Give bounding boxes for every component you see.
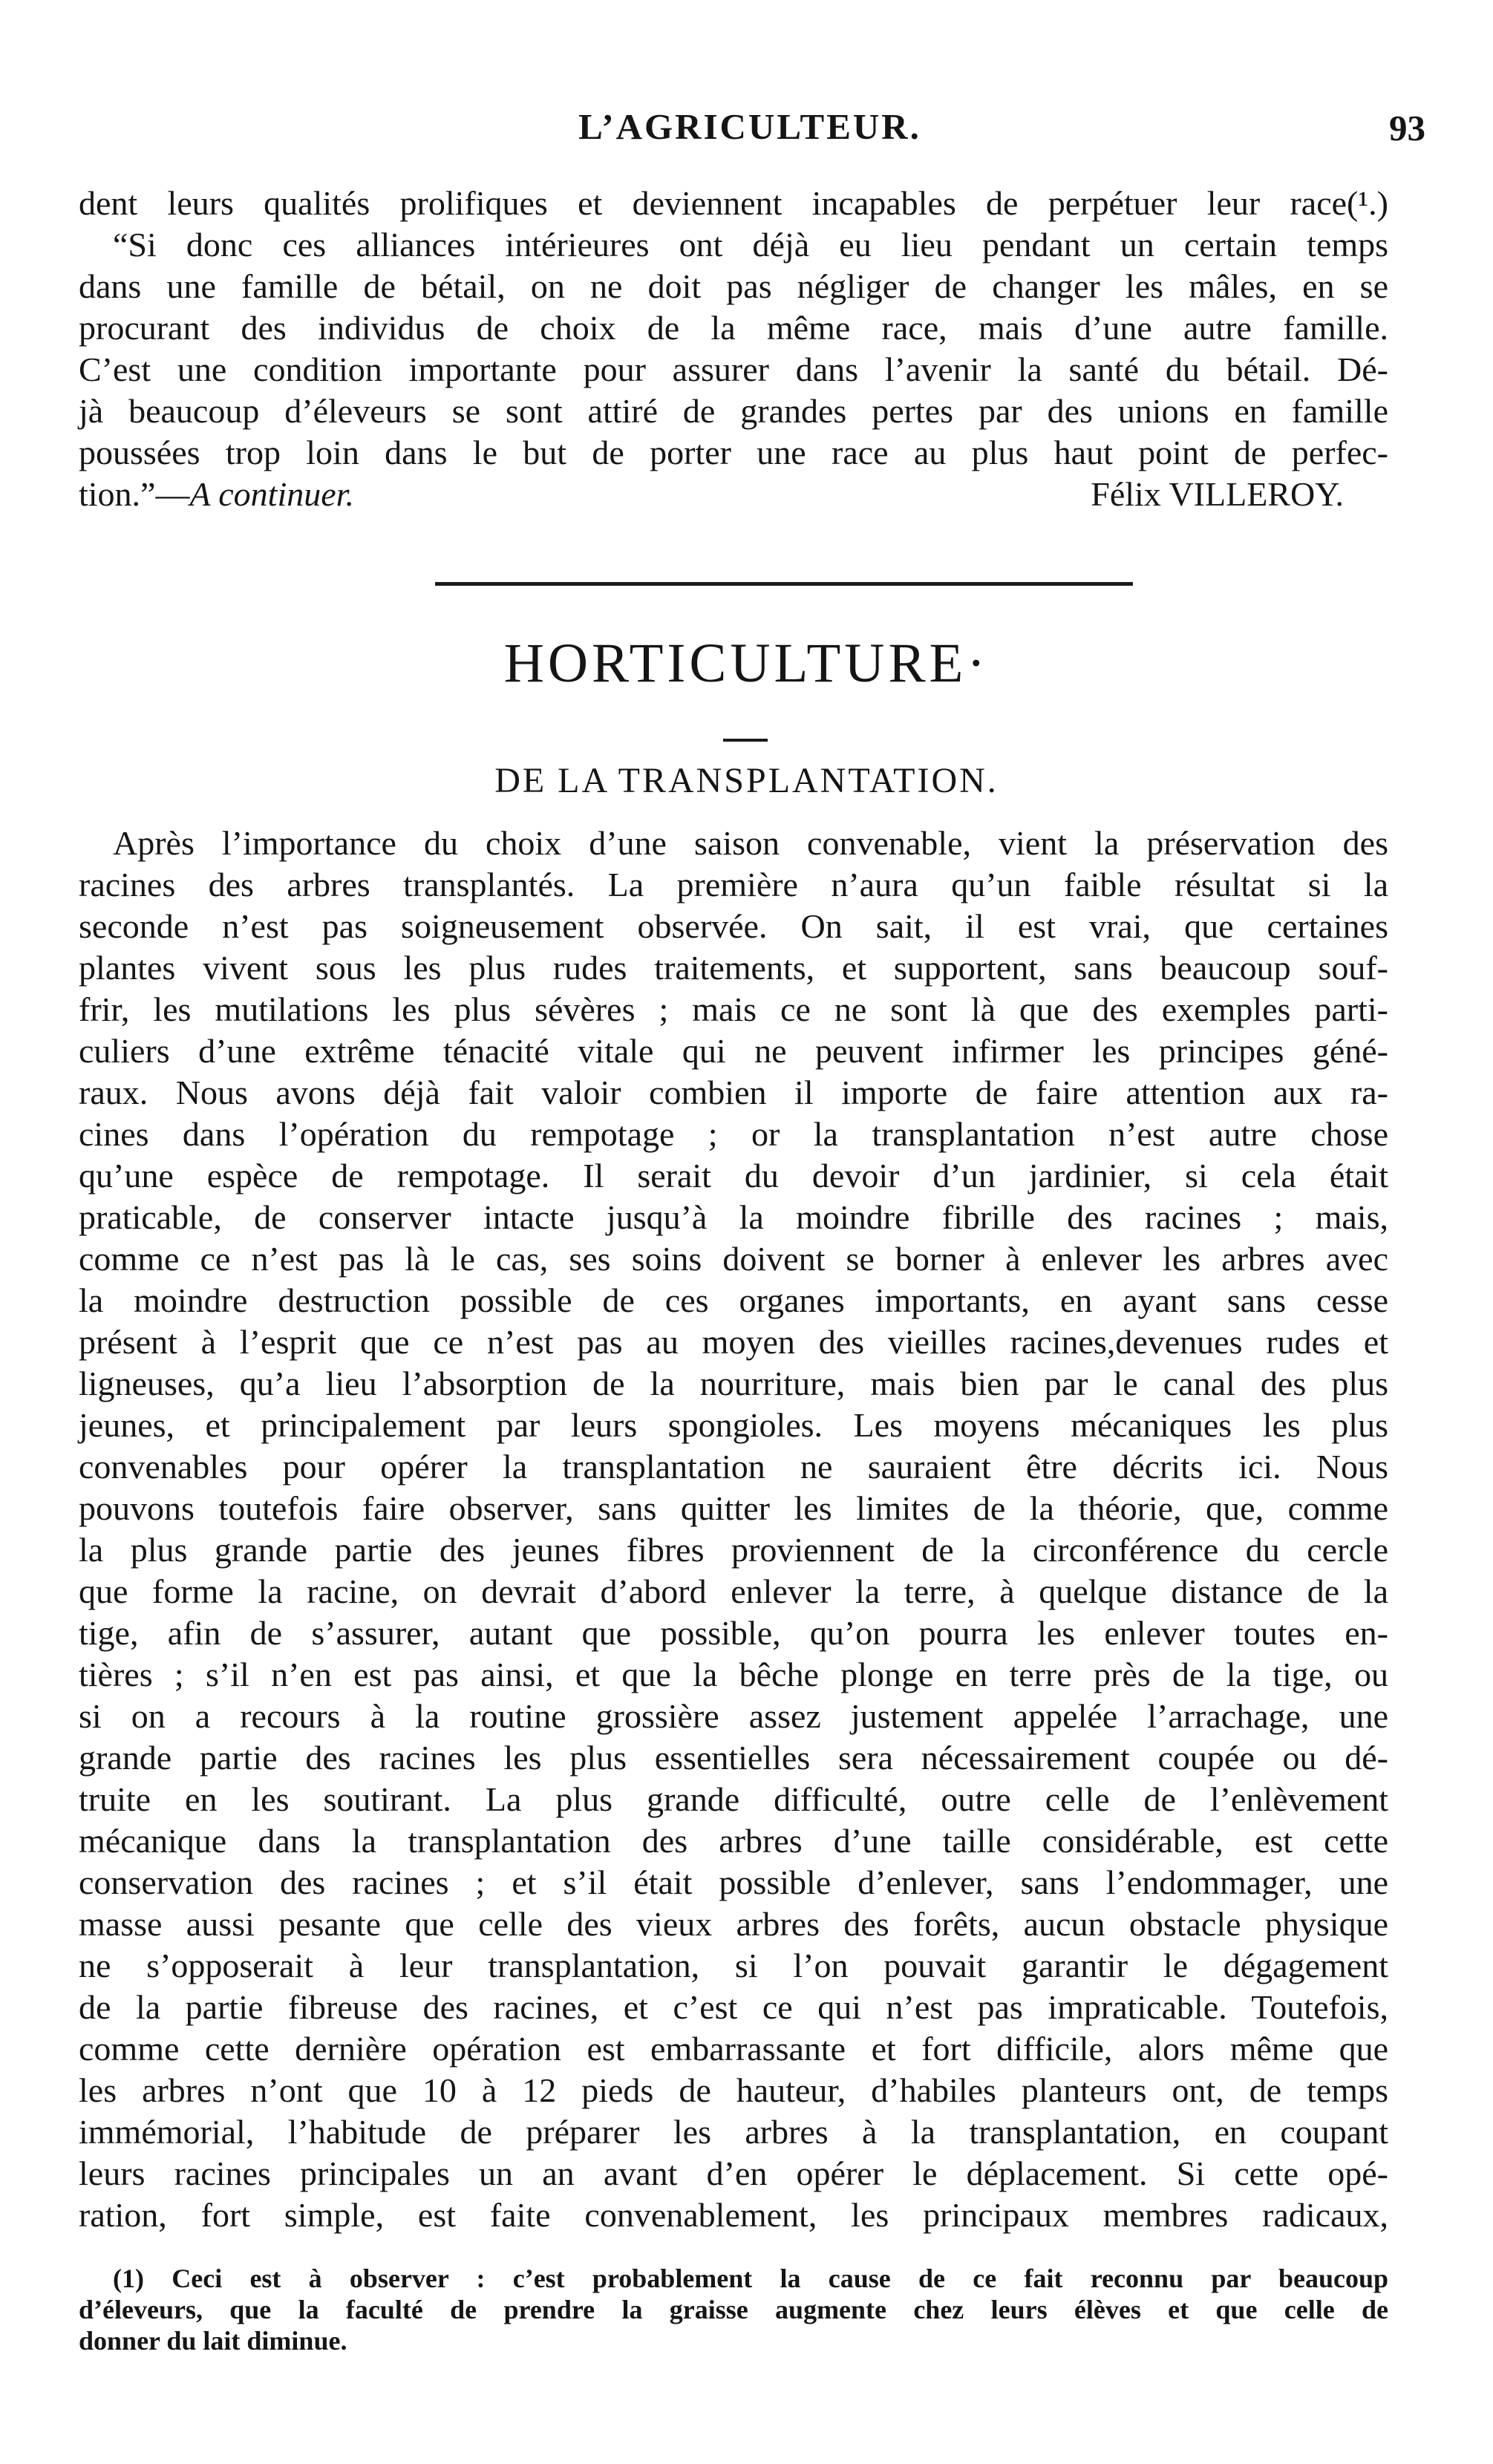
text-line: tige, afin de s’assurer, autant que possible, qu’on pourra les enlever toutes en- [79,1614,1388,1652]
running-title: L’AGRICULTEUR. [578,106,921,147]
text-line: qu’une espèce de rempotage. Il serait du devoir d’un jardinier, si cela était [79,1157,1388,1195]
closing-line [79,474,354,515]
text-line: poussées trop loin dans le but de porter une race au plus haut point de perfec- [79,434,1388,471]
text-line: ration, fort simple, est faite convenablement, les principaux membres radicaux, [79,2196,1388,2234]
title-divider [723,739,768,742]
text-line: jeunes, et principalement par leurs spongioles. Les moyens mécaniques les plus [79,1406,1388,1444]
text-line: jà beaucoup d’éleveurs se sont attiré de grandes pertes par des unions en famille [79,392,1388,430]
text-line: que forme la racine, on devrait d’abord enlever la terre, à quelque distance de la [79,1572,1388,1610]
text-line: cines dans l’opération du rempotage ; or la transplantation n’est autre chose [79,1115,1388,1153]
closing-text: tion.”— [79,475,190,513]
text-line: leurs racines principales un an avant d’en opérer le déplacement. Si cette opé- [79,2154,1388,2192]
text-line: la plus grande partie des jeunes fibres proviennent de la circonférence du cercle [79,1531,1388,1569]
text-line: de la partie fibreuse des racines, et c’est ce qui n’est pas impraticable. Toutefois, [79,1988,1388,2026]
text-line: immémorial, l’habitude de préparer les arbres à la transplantation, en coupant [79,2113,1388,2151]
text-line: frir, les mutilations les plus sévères ; mais ce ne sont là que des exemples parti- [79,990,1388,1028]
footnote-line: d’éleveurs, que la faculté de prendre la graisse augmente chez leurs élèves et que celle de [79,2295,1388,2324]
text-line: culiers d’une extrême ténacité vitale qui ne peuvent infirmer les principes géné- [79,1032,1388,1070]
text-line: dent leurs qualités prolifiques et deviennent incapables de perpétuer leur race(¹.) [79,184,1388,222]
text-line: tières ; s’il n’en est pas ainsi, et que la bêche plonge en terre près de la tige, ou [79,1656,1388,1693]
text-line: truite en les soutirant. La plus grande difficulté, outre celle de l’enlèvement [79,1780,1388,1818]
text-line: racines des arbres transplantés. La première n’aura qu’un faible résultat si la [79,866,1388,903]
text-line: Après l’importance du choix d’une saison convenable, vient la préservation des [113,824,1388,862]
text-line: mécanique dans la transplantation des arbres d’une taille considérable, est cette [79,1822,1388,1860]
text-line: masse aussi pesante que celle des vieux arbres des forêts, aucun obstacle physique [79,1905,1388,1943]
text-line: C’est une condition importante pour assurer dans l’avenir la santé du bétail. Dé- [79,350,1388,388]
author-signature: Félix VILLEROY. [1091,475,1344,513]
text-line: procurant des individus de choix de la même race, mais d’une autre famille. [79,309,1388,347]
text-line: pouvons toutefois faire observer, sans quitter les limites de la théorie, que, comme [79,1489,1388,1527]
footnote-line: (1) Ceci est à observer : c’est probablement la cause de ce fait reconnu par beaucoup [113,2264,1388,2293]
text-line: plantes vivent sous les plus rudes traitements, et supportent, sans beaucoup souf- [79,949,1388,987]
text-line: dans une famille de bétail, on ne doit pas négliger de changer les mâles, en se [79,267,1388,305]
text-line: praticable, de conserver intacte jusqu’à la moindre fibrille des racines ; mais, [79,1198,1388,1236]
article-title: DE LA TRANSPLANTATION. [494,761,999,800]
text-line: seconde n’est pas soigneusement observée. On sait, il est vrai, que certaines [79,907,1388,945]
text-line: présent à l’esprit que ce n’est pas au moyen des vieilles racines,devenues rudes et [79,1323,1388,1361]
footnote-line: donner du lait diminue. [79,2326,347,2356]
text-line: ligneuses, qu’a lieu l’absorption de la nourriture, mais bien par le canal des plus [79,1365,1388,1402]
section-title: HORTICULTURE· [503,633,990,694]
signature-line [79,474,1388,515]
continued-note: A continuer. [189,475,354,513]
section-divider [435,582,1133,586]
text-line: “Si donc ces alliances intérieures ont déjà eu lieu pendant un certain temps [113,226,1388,264]
text-line: convenables pour opérer la transplantation ne sauraient être décrits ici. Nous [79,1448,1388,1486]
text-line: raux. Nous avons déjà fait valoir combien il importe de faire attention aux ra- [79,1073,1388,1111]
text-line: comme ce n’est pas là le cas, ses soins doivent se borner à enlever les arbres avec [79,1240,1388,1278]
text-line: grande partie des racines les plus essentielles sera nécessairement coupée ou dé- [79,1739,1388,1777]
text-line: les arbres n’ont que 10 à 12 pieds de hauteur, d’habiles planteurs ont, de temps [79,2071,1388,2109]
text-line: ne s’opposerait à leur transplantation, si l’on pouvait garantir le dégagement [79,1947,1388,1984]
page-header [74,105,1425,157]
page-number: 93 [1389,108,1425,148]
text-line: la moindre destruction possible de ces organes importants, en ayant sans cesse [79,1281,1388,1319]
text-line: conservation des racines ; et s’il était possible d’enlever, sans l’endommager, une [79,1863,1388,1901]
text-line: comme cette dernière opération est embarrassante et fort difficile, alors même que [79,2030,1388,2068]
text-line: si on a recours à la routine grossière assez justement appelée l’arrachage, une [79,1697,1388,1735]
